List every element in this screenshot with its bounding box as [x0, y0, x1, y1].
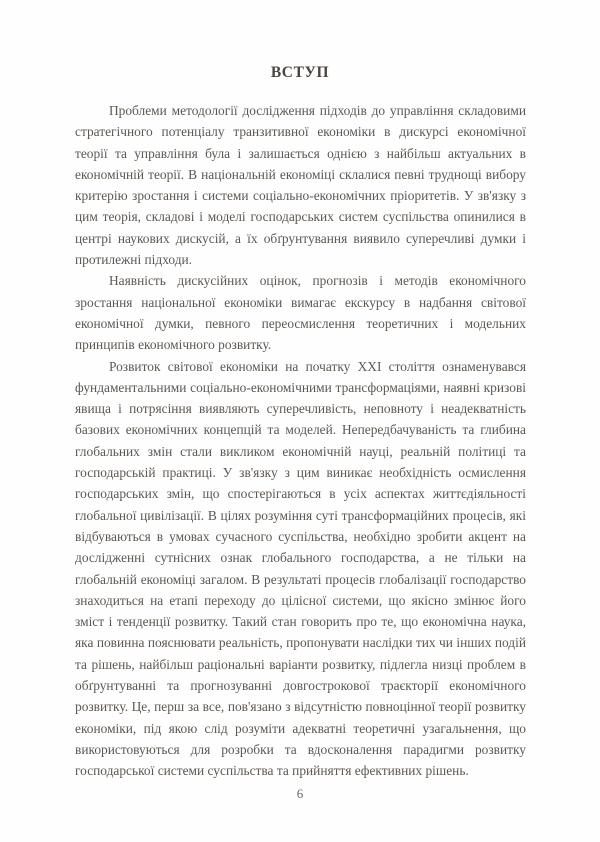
page-title: ВСТУП [270, 64, 330, 81]
page-number: 6 [296, 786, 304, 801]
paragraph: Розвиток світової економіки на початку XXI століття ознаменувався фундаментальними соціально-економічними трансформаціями, наявні кризові явища і потрясіння виявляють суперечливість, неповноту і неадекватність базових економічних концепцій та моделей. Непередбачуваність та глибина глобальних змін стали викликом економічній науці, реальній політиці та господарській практиці. У зв'язку з цим виникає необхідність осмислення господарських змін, що спостерігаються в усіх аспектах життєдіяльності глобальної цивілізації. В цілях розуміння суті трансформаційних процесів, які відбуваються в умовах сучасного суспільства, необхідно зробити акцент на дослідженні сутнісних ознак глобального господарства, а не тільки на глобальній економіці загалом. В результаті процесів глобалізації господарство знаходиться на етапі переходу до цілісної системи, що якісно змінює його зміст і тенденції розвитку. Такий стан говорить про те, що економічна наука, яка повинна пояснювати реальність, пропонувати наслідки тих чи інших подій та рішень, найбільш раціональні варіанти розвитку, підлегла низці проблем в обґрунтуванні та прогнозуванні довгострокової траєкторії економічного розвитку. Це, перш за все, пов'язано з відсутністю повноцінної теорії розвитку економіки, під якою слід розуміти адекватні теоретичні узагальнення, що використовуються для розробки та вдосконалення парадигми розвитку господарської системи суспільства та прийняття ефективних рішень. [75, 358, 526, 779]
paragraph: Наявність дискусійних оцінок, прогнозів і методів економічного зростання національної економіки вимагає екскурсу в надбання світової економічної думки, певного переосмислення теоретичних і модельних принципів економічного розвитку. [75, 273, 526, 353]
paragraph: Проблеми методології дослідження підходів до управління складовими стратегічного потенціалу транзитивної економіки в дискурсі економічної теорії та управління була і залишається однією з найбільш актуальних в економічній теорії. В національній економіці склалися певні труднощі вибору критерію зростання і системи соціально-економічних пріоритетів. У зв'язку з цим теорія, складові і моделі господарських систем суспільства опинилися в центрі наукових дискусій, а їх обґрунтування виявило суперечливі думки і протилежні підходи. [75, 103, 526, 268]
document-body [75, 100, 526, 782]
